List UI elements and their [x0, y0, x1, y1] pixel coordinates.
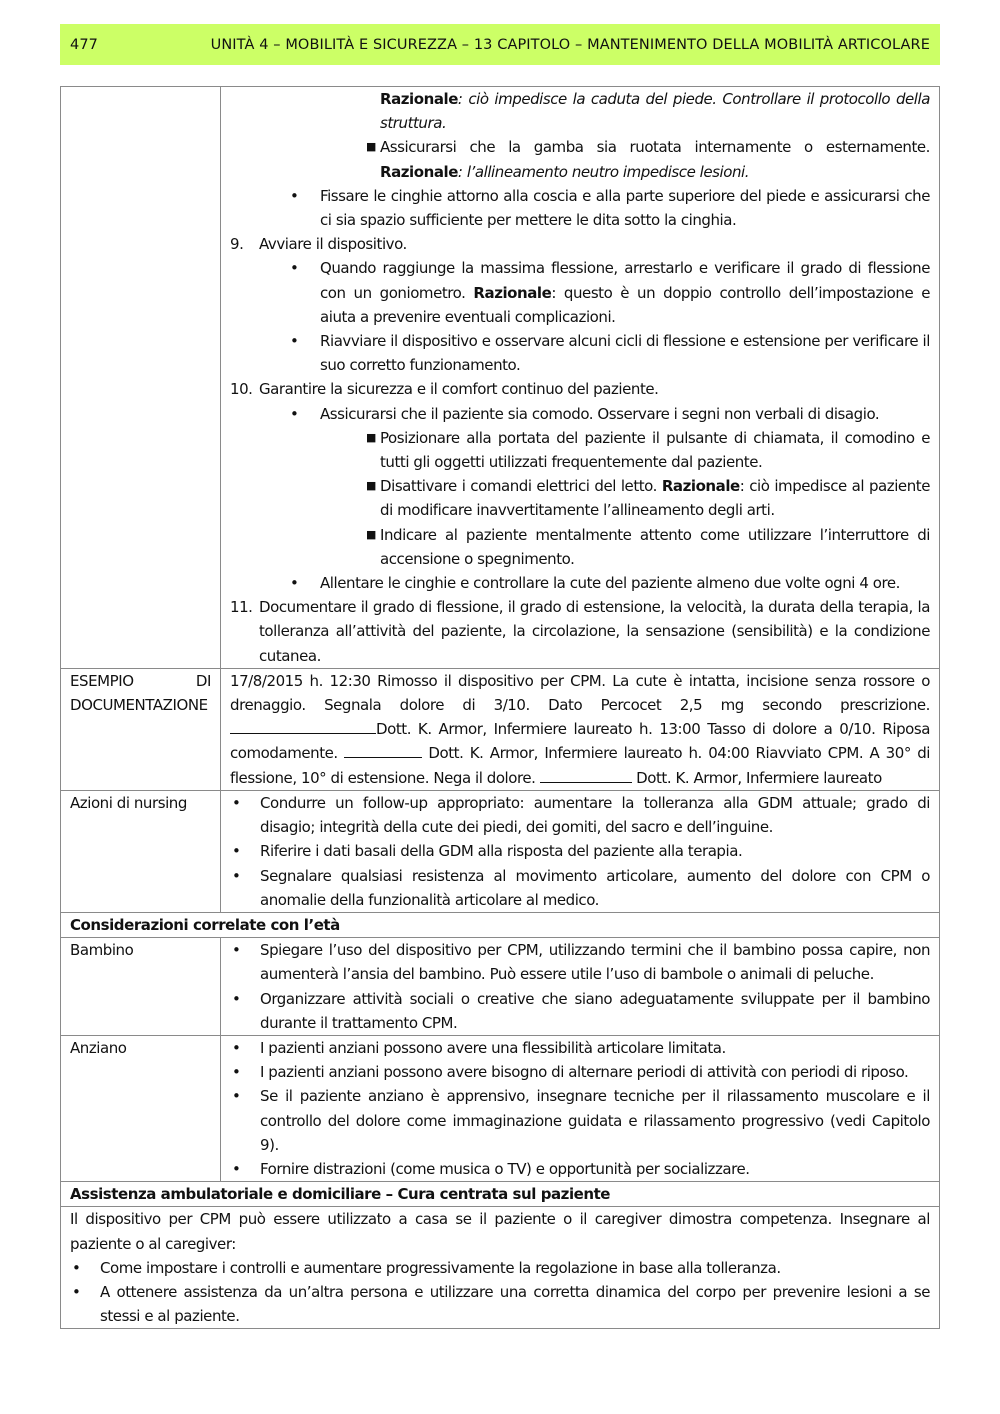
bullet-flexion: • Quando raggiunge la massima flessione, arrestarlo e verificare il grado di flessione con un goniometro. Razionale: questo è un doppio controllo dell’impostazione e aiuta a prevenire eventuali complicazioni. — [230, 256, 930, 329]
child-list — [221, 938, 940, 1036]
documentation-label: ESEMPIO DI DOCUMENTAZIONE — [61, 668, 221, 790]
bullet-icon: • — [232, 1063, 241, 1082]
bullet-icon: • — [232, 1159, 241, 1178]
step-10: 10. Garantire la sicurezza e il comfort continuo del paziente. — [230, 380, 659, 399]
square-bullet-icon: ■ — [366, 140, 376, 154]
elder-row — [61, 1035, 940, 1181]
procedure-steps — [221, 87, 940, 669]
bullet-straps: • Fissare le cinghie attorno alla coscia e alla parte superiore del piede e assicurarsi che ci sia spazio sufficiente per mettere le dita sotto la cinghia. — [230, 184, 930, 232]
list-item: • Condurre un follow-up appropriato: aumentare la tolleranza alla GDM attuale; grado di disagio; integrità della cute dei piedi, dei gomiti, del sacro e dell’inguine. — [230, 791, 930, 839]
bullet-icon: • — [290, 259, 299, 278]
signature-line — [344, 743, 422, 758]
bullet-comfort: • Assicurarsi che il paziente sia comodo. Osservare i segni non verbali di disagio. — [230, 402, 930, 426]
elder-label: Anziano — [61, 1035, 221, 1181]
sub-bullet-call: ■ Posizionare alla portata del paziente il pulsante di chiamata, il comodino e tutti gli oggetti utilizzati frequentemente dal paziente. — [230, 426, 930, 474]
home-row — [61, 1207, 940, 1329]
elder-list — [221, 1035, 940, 1181]
procedure-row — [61, 87, 940, 669]
sub-bullet-bed: ■ Disattivare i comandi elettrici del letto. Razionale: ciò impedisce al paziente di modificare inavvertitamente l’allineamento degli arti. — [230, 474, 930, 522]
list-item: • Se il paziente anziano è apprensivo, insegnare tecniche per il rilassamento muscolare e il controllo del dolore come immaginazione guidata e rilassamento progressivo (vedi Capitolo 9). — [230, 1084, 930, 1157]
home-heading-row — [61, 1182, 940, 1207]
nursing-list — [221, 790, 940, 912]
list-item: • Organizzare attività sociali o creative che siano adeguatamente sviluppate per il bambino durante il trattamento CPM. — [230, 987, 930, 1035]
step-11: 11. Documentare il grado di flessione, il grado di estensione, la velocità, la durata della terapia, la tolleranza all’attività del paziente, la circolazione, la sensazione (sensibilità) e la condizione cutanea. — [230, 598, 930, 665]
list-item: • I pazienti anziani possono avere bisogno di alternare periodi di attività con periodi di riposo. — [230, 1060, 930, 1084]
bullet-icon: • — [290, 332, 299, 351]
bullet-icon: • — [290, 186, 299, 205]
procedure-table — [60, 86, 940, 1329]
page-number: 477 — [70, 36, 98, 53]
list-item: • Segnalare qualsiasi resistenza al movimento articolare, aumento del dolore con CPM o anomalie della funzionalità articolare al medico. — [230, 864, 930, 912]
list-item: • Fornire distrazioni (come musica o TV) e opportunità per socializzare. — [230, 1157, 930, 1181]
sub-bullet-switch: ■ Indicare al paziente mentalmente attento come utilizzare l’interruttore di accensione o spegnimento. — [230, 523, 930, 571]
bullet-icon: • — [232, 1087, 241, 1106]
list-item: • A ottenere assistenza da un’altra persona e utilizzare una corretta dinamica del corpo per prevenire lesioni a se stessi e al paziente. — [70, 1280, 930, 1328]
documentation-row — [61, 668, 940, 790]
bullet-icon: • — [232, 866, 241, 885]
age-section-heading: Considerazioni correlate con l’età — [61, 912, 940, 937]
square-bullet-icon: ■ — [366, 527, 376, 541]
rationale-continuation: Razionale: ciò impedisce la caduta del piede. Controllare il protocollo della struttura. — [380, 90, 930, 133]
list-item: • I pazienti anziani possono avere una flessibilità articolare limitata. — [230, 1036, 930, 1060]
square-bullet-icon: ■ — [366, 479, 376, 493]
bullet-restart: • Riavviare il dispositivo e osservare alcuni cicli di flessione e estensione per verificare il suo corretto funzionamento. — [230, 329, 930, 377]
nursing-label: Azioni di nursing — [61, 790, 221, 912]
empty-label-cell — [61, 87, 221, 669]
bullet-icon: • — [290, 574, 299, 593]
bullet-loosen: • Allentare le cinghie e controllare la cute del paziente almeno due volte ogni 4 ore. — [230, 571, 930, 595]
bullet-icon: • — [72, 1282, 81, 1301]
bullet-icon: • — [232, 1038, 241, 1057]
chapter-title: UNITÀ 4 – MOBILITÀ E SICUREZZA – 13 CAPITOLO – MANTENIMENTO DELLA MOBILITÀ ARTICOLARE — [210, 36, 930, 53]
bullet-icon: • — [290, 404, 299, 423]
bullet-icon: • — [232, 989, 241, 1008]
step-9: 9. Avviare il dispositivo. — [230, 235, 407, 254]
sub-bullet-rotation: ■ Assicurarsi che la gamba sia ruotata internamente o esternamente. Razionale: l’allineamento neutro impedisce lesioni. — [230, 135, 930, 183]
age-heading-row — [61, 912, 940, 937]
list-item: • Riferire i dati basali della GDM alla risposta del paziente alla terapia. — [230, 839, 930, 863]
documentation-text: 17/8/2015 h. 12:30 Rimosso il dispositivo per CPM. La cute è intatta, incisione senza rossore o drenaggio. Segnala dolore di 3/10. Dato Percocet 2,5 mg secondo prescrizione. Dott. K. Armor, Infermiere laureato h. 13:00 Tasso di dolore a 0/10. Riposa comodamente. Dott. K. Armor, Infermiere laureato h. 04:00 Riavviato CPM. A 30° di flessione, 10° di estensione. Nega il dolore. Dott. K. Armor, Infermiere laureato — [221, 668, 940, 790]
list-item: • Spiegare l’uso del dispositivo per CPM, utilizzando termini che il bambino possa capire, non aumenterà l’ansia del bambino. Può essere utile l’uso di bambole o animali di peluche. — [230, 938, 930, 986]
signature-line — [230, 719, 376, 734]
list-item: • Come impostare i controlli e aumentare progressivamente la regolazione in base alla tolleranza. — [70, 1256, 930, 1280]
bullet-icon: • — [232, 842, 241, 861]
square-bullet-icon: ■ — [366, 430, 376, 444]
bullet-icon: • — [232, 941, 241, 960]
home-intro: Il dispositivo per CPM può essere utilizzato a casa se il paziente o il caregiver dimostra competenza. Insegnare al paziente o al caregiver: — [70, 1210, 930, 1253]
home-content — [61, 1207, 940, 1329]
home-section-heading: Assistenza ambulatoriale e domiciliare – Cura centrata sul paziente — [61, 1182, 940, 1207]
nursing-row — [61, 790, 940, 912]
child-label: Bambino — [61, 938, 221, 1036]
page-header — [60, 24, 940, 65]
bullet-icon: • — [72, 1258, 81, 1277]
child-row — [61, 938, 940, 1036]
bullet-icon: • — [232, 793, 241, 812]
signature-line — [540, 768, 632, 783]
